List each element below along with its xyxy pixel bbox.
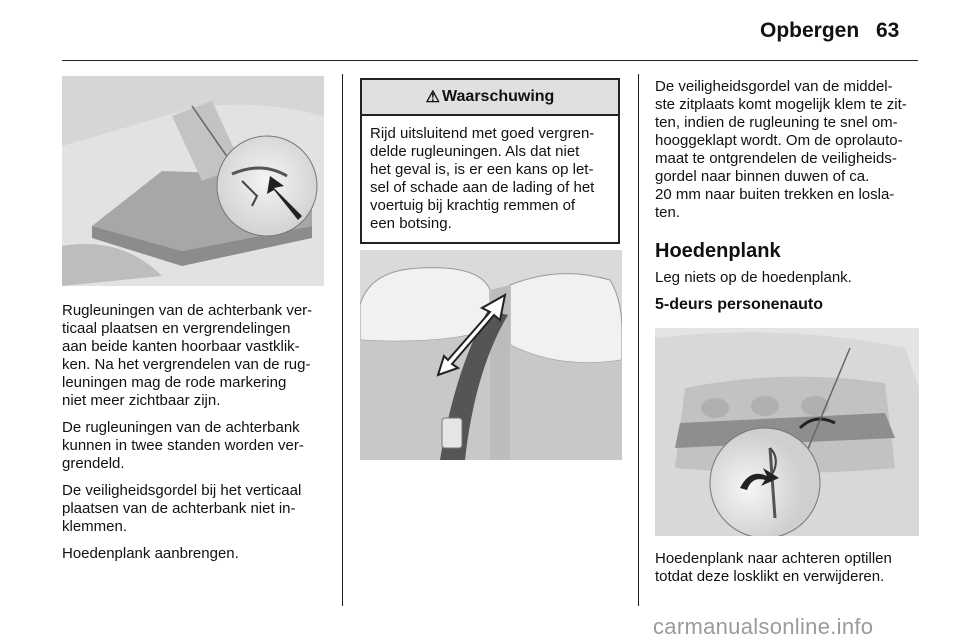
parcel-shelf-illustration <box>655 328 919 536</box>
paragraph: Hoedenplank aanbrengen. <box>62 545 239 562</box>
column-1 <box>62 302 336 572</box>
column-divider-1 <box>342 74 343 606</box>
page-number: 63 <box>876 19 900 42</box>
column-2 <box>360 78 622 244</box>
figure-caption: Hoedenplank naar achteren optillen totdat deze losklikt en verwijderen. <box>655 550 892 585</box>
watermark: carmanualsonline.info <box>653 614 874 639</box>
paragraph: De rugleuningen van de achterbank kunnen in twee standen worden ver- grendeld. <box>62 419 304 472</box>
caption-block <box>655 550 923 595</box>
column-divider-2 <box>638 74 639 606</box>
subsection-heading: 5-deurs personenauto <box>655 296 824 313</box>
paragraph: De veiligheidsgordel bij het verticaal plaatsen van de achterbank niet in- klemmen. <box>62 482 302 535</box>
paragraph: Rugleuningen van de achterbank ver- ticaal plaatsen en vergrendelingen aan beide kanten hoorbaar vastklik- ken. Na het vergrendelen van de rug- leuningen mag de rode markering niet meer zichtbaar zijn. <box>62 302 313 409</box>
column-3 <box>655 78 923 314</box>
header-divider <box>62 60 918 61</box>
warning-triangle-icon: ⚠ <box>425 89 441 106</box>
warning-header <box>362 80 618 116</box>
warning-box <box>360 78 620 244</box>
warning-text: Rijd uitsluitend met goed vergren- delde rugleuningen. Als dat niet het geval is, is er een kans op let- sel of schade aan de lading of het voertuig bij krachtig remmen of een botsing. <box>370 125 595 232</box>
section-heading: Hoedenplank <box>655 240 781 262</box>
warning-body <box>362 116 618 242</box>
paragraph: De veiligheidsgordel van de middel- ste zitplaats komt mogelijk klem te zit- ten, indien de rugleuning te snel om- hooggeklapt wordt. Om de oprolauto- maat te ontgrendelen de veiligheids- gordel naar binnen duwen of ca. 20 mm naar buiten trekken en losla- ten. <box>655 78 907 221</box>
rear-seat-illustration <box>62 76 324 286</box>
seatbelt-illustration <box>360 250 622 460</box>
warning-title: Waarschuwing <box>442 88 555 105</box>
paragraph: Leg niets op de hoedenplank. <box>655 269 852 286</box>
section-title: Opbergen <box>760 19 860 42</box>
